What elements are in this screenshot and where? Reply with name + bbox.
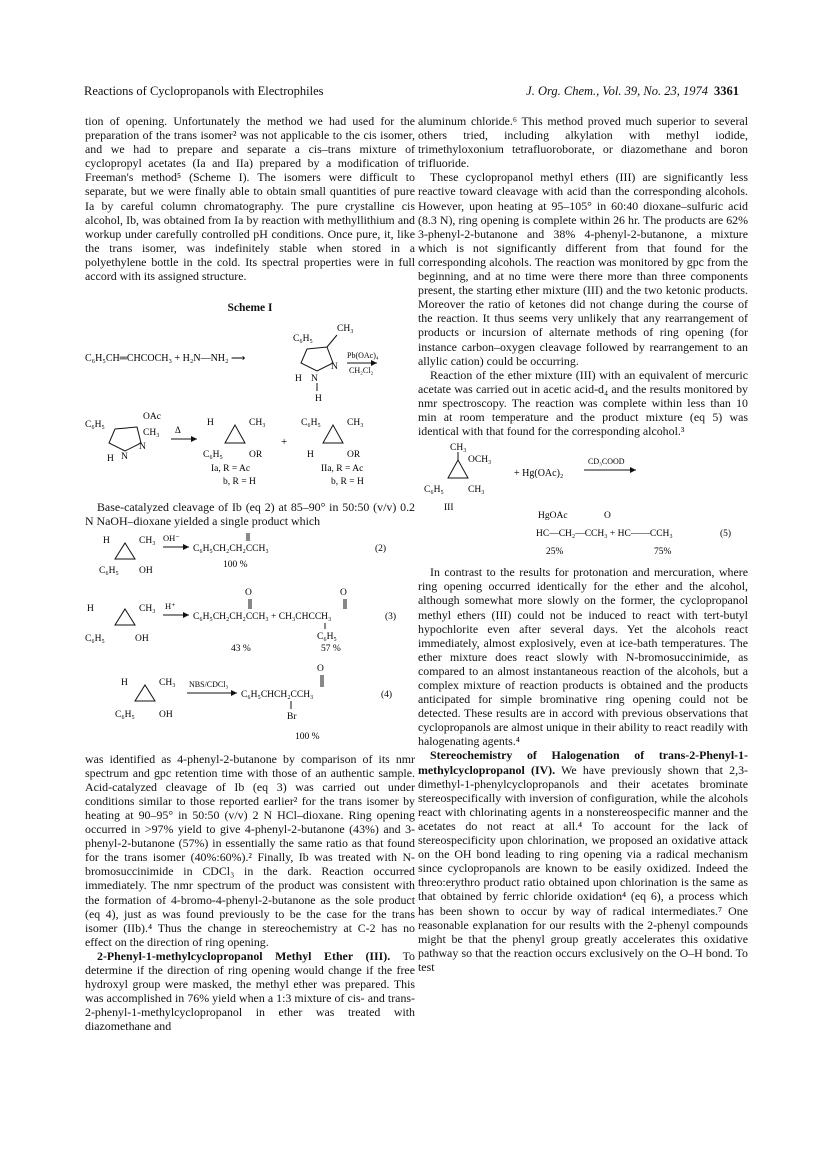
right-column [418, 114, 748, 974]
svg-text:C₆H₅: C₆H₅ [99, 565, 119, 576]
journal-citation [526, 84, 739, 99]
svg-text:CH₃: CH₃ [468, 485, 485, 496]
paragraph [85, 949, 415, 1034]
label-Ib: b, R = H [223, 477, 256, 488]
svg-text:OH: OH [159, 709, 173, 720]
eq5-number: (5) [720, 529, 732, 540]
svg-text:CH₃: CH₃ [139, 603, 156, 614]
eq5-add: + Hg(OAc)₂ [514, 468, 564, 480]
eq2-yield: 100 % [223, 559, 248, 570]
svg-text:C₆H₅: C₆H₅ [424, 485, 444, 496]
svg-text:OH: OH [135, 633, 149, 644]
svg-text:OAc: OAc [143, 412, 161, 423]
scheme-reagent-2: CH₂Cl₂ [349, 366, 374, 376]
paragraph: Reaction of the ether mixture (III) with an equivalent of mercuric acetate was carried out in acetic acid-d₄ and the results monitored by nmr spectroscopy. The reaction was complete within less than 10 min at room temperature and the product mixture (eq 5) was identical with that found for the corresponding alcohol.³ [418, 367, 748, 439]
svg-text:OR: OR [249, 450, 263, 461]
svg-text:O: O [245, 587, 252, 598]
svg-text:C₆H₅: C₆H₅ [293, 334, 313, 345]
eq4-product: C₆H₅CHCH₂CCH₃ [241, 689, 314, 700]
equation-4 [115, 664, 392, 742]
svg-text:H: H [315, 394, 322, 405]
eq3-product: C₆H₅CH₂CH₂CCH₃ + CH₃CHCCH₃ [193, 611, 332, 622]
svg-text:O: O [604, 511, 611, 522]
svg-text:CH₃: CH₃ [159, 677, 176, 688]
svg-text:CH₃: CH₃ [337, 324, 354, 335]
svg-text:OH: OH [139, 565, 153, 576]
label-IIb: b, R = H [331, 477, 364, 488]
paragraph: tion of opening. Unfortunately the method we had used for the preparation of the trans isomer² was not applicable to the cis isomer, and we had to prepare and separate a cis–trans mixture of cyclopropyl acetates (Ia and IIa) prepared by a modification of Freeman's method⁵ (Scheme I). The isomers were difficult to separate, but we were finally able to obtain small quantities of pure Ia by careful column chromatography. The pure crystalline cis alcohol, Ib, was obtained from Ia by reaction with methyllithium and workup under carefully controlled pH conditions. Once pure, it, like the trans isomer, was indefinitely stable when stored in a polyethylene bottle in the cold. Its spectral properties were in full accord with its assigned structure. [85, 114, 415, 284]
svg-text:O [243, 529, 250, 532]
svg-text:C₆H₅: C₆H₅ [85, 420, 105, 431]
scheme-row-2 [85, 412, 364, 487]
svg-text:N: N [331, 362, 338, 373]
paragraph: These cyclopropanol methyl ethers (III) are significantly less reactive toward cleavage with acid than the corresponding alcohols. However, upon heating at 95–105° in 60:40 dioxane–sulfuric acid (8.3 N), ring opening is complete within 26 hr. The products are 62% 3-phenyl-2-butanone and 38% 4-phenyl-2-butanone, a mixture which is not significantly different from that found for the corresponding alcohols. The reaction was monitored by gpc from the beginning, and at no time were there more than three components present, the starting ether mixture (III) and the two ketonic products. Moreover the ratio of ketones did not change during the course of the reaction. It thus seems very unlikely that any rearrangement of products or incursion of alternate methods of ring opening (for instance carbon–oxygen cleavage followed by rearrangement to an allylic cation) could be occurring. [418, 170, 748, 368]
svg-text:C₆H₅: C₆H₅ [115, 709, 135, 720]
svg-text:C₆H₅: C₆H₅ [301, 418, 321, 429]
svg-text:+: + [281, 436, 288, 449]
eq5-yield-1: 25% [546, 547, 564, 555]
paragraph [418, 748, 748, 974]
svg-text:OR: OR [347, 450, 361, 461]
paragraph: In contrast to the results for protonation and mercuration, where ring opening occurred identically for the ether and the alcohol, although somewhat more slowly on the former, the cyclopropanol methyl ethers (III) could not be induced to react with tert-butyl hypochlorite even after several days. Yet the alcohols react immediately, almost explosively, even at ice-bath temperatures. The ether mixture does react slowly with N-bromosuccinimide, as compared to an almost instantaneous reaction of the alcohols, but a complex mixture of reaction products is obtained and the products anticipated for simple brominative ring opening could not be detected. These results are in accord with previous observations that cyclopropanols are almost unique in their ability to react readily with halogenating agents.⁴ [418, 565, 748, 749]
label-IIa: IIa, R = Ac [321, 464, 364, 475]
paragraph: was identified as 4-phenyl-2-butanone by comparison of its nmr spectrum and gpc retention time with those of an authentic sample. Acid-catalyzed cleavage of Ib (eq 3) was carried out under conditions similar to those reported earlier² for the trans isomer by heating at 90–95° in 50:50 (v/v) 2 N HCl–dioxane. Ring opening occurred in >97% yield to give 4-phenyl-2-butanone (43%) and 3-phenyl-2-butanone (57%) in essentially the same ratio as that found for the trans isomer (40%:60%).² Finally, Ib was treated with N-bromosuccinimide in CDCl₃ in the dark. Reaction occurred immediately. The nmr spectrum of the product was consistent with the formation of 4-bromo-4-phenyl-2-butanone as the sole product (eq 4), just as was found previously to be the case for the trans isomer (IIb).⁴ Thus the change in stereochemistry at C-2 has no effect on the direction of ring opening. [85, 751, 415, 949]
equation-5-figure [418, 438, 748, 554]
eq5-label: III [444, 503, 454, 514]
eq5-reagent: CD₃COOD [588, 457, 625, 467]
paragraph-text: We have previously shown that 2,3-dimethyl-1-phenylcyclopropanols and their acetates brominate stereospecifically with inversion of configuration, while the alcohols react with chlorinating agents in a nonstereospecific manner and the acetates do not react at all.⁴ To account for the lack of stereospecificity upon chlorination, we proposed an oxidative attack on the OH bond leading to ring opening via a radical mechanism since cyclopropanols are known to be easily oxidized. Indeed the threo:erythro product ratio obtained upon chlorination is the same as that obtained by ferric chloride oxidation⁴ (eq 6), a process which has been shown to occur by way of radical intermediates.⁷ One reasonable explanation for our results with the 2-phenyl compounds might be that the phenyl group greatly accelerates this oxidative pathway so that the reaction occurs exclusively on the O–H bond. To test [418, 762, 748, 974]
svg-text:C₆H₅: C₆H₅ [317, 631, 337, 642]
svg-text:H: H [295, 374, 302, 385]
label-Ia: Ia, R = Ac [211, 464, 251, 475]
svg-text:CH₃: CH₃ [143, 428, 160, 439]
svg-text:N: N [139, 442, 146, 453]
eq5-yield-2: 75% [654, 547, 672, 555]
svg-text:CH₃: CH₃ [249, 418, 266, 429]
svg-text:C₆H₅: C₆H₅ [85, 633, 105, 644]
svg-text:H: H [107, 454, 114, 465]
equation-3 [85, 588, 396, 654]
svg-text:N: N [121, 452, 128, 463]
eq4-number: (4) [381, 689, 393, 700]
svg-text:Δ: Δ [175, 425, 181, 436]
section-title: Stereochemistry of Halogenation of trans-2-Phenyl-1-methylcyclopropanol (IV). [418, 748, 748, 777]
svg-text:OCH₃: OCH₃ [468, 455, 492, 466]
scheme-reactant: C₆H₅CH═CHCOCH₃ + H₂N—NH₂ ⟶ [85, 353, 246, 365]
eq3-reagent: H⁺ [165, 600, 176, 611]
svg-text:HgOAc: HgOAc [538, 511, 568, 522]
svg-text:N: N [311, 374, 318, 385]
journal-name: J. Org. Chem., Vol. 39, No. 23, 1974 [526, 84, 708, 98]
svg-text:Br: Br [287, 711, 297, 722]
scheme-title: Scheme I [227, 302, 273, 315]
eq4-yield: 100 % [295, 731, 320, 742]
svg-text:C₆H₅: C₆H₅ [203, 450, 223, 461]
running-title: Reactions of Cyclopropanols with Electrophiles [84, 84, 324, 98]
paragraph-text: To determine if the direction of ring opening would change if the free hydroxyl group were masked, the methyl ether was prepared. This was accomplished in 76% yield when a 1:3 mixture of cis- and trans-2-phenyl-1-methylcyclopropanol in ether was treated with diazomethane and [85, 948, 415, 1034]
left-column [85, 114, 415, 1033]
svg-text:CH₃: CH₃ [450, 443, 467, 454]
svg-text:H: H [307, 450, 314, 461]
svg-text:HC—CH₂—CCH₃ + HC——CCH₃: HC—CH₂—CCH₃ + HC——CCH₃ [536, 529, 673, 540]
section-title: 2-Phenyl-1-methylcyclopropanol Methyl Ether (III). [97, 948, 391, 963]
svg-text:H: H [207, 418, 214, 429]
svg-text:O: O [340, 587, 347, 598]
paragraph: Base-catalyzed cleavage of Ib (eq 2) at 85–90° in 50:50 (v/v) 0.2 N NaOH–dioxane yielded a single product which [85, 500, 415, 529]
svg-text:CH₃: CH₃ [139, 535, 156, 546]
svg-text:H: H [103, 535, 110, 546]
eq3-yield-1: 43 % [231, 643, 251, 654]
scheme-row-1 [85, 324, 379, 404]
eq2-number: (2) [375, 543, 387, 554]
scheme-1-figure [85, 321, 415, 489]
eq3-yield-2: 57 % [321, 643, 341, 654]
svg-text:H: H [87, 603, 94, 614]
svg-text:O: O [317, 663, 324, 674]
svg-text:H: H [121, 677, 128, 688]
eq2-product: C₆H₅CH₂CH₂CCH₃ [193, 543, 269, 554]
scheme-reagent-1: Pb(OAc)₄ [347, 351, 379, 361]
page-number: 3361 [714, 84, 739, 98]
equation-2 [99, 529, 386, 576]
equations-2-4-figure [85, 529, 415, 749]
eq3-number: (3) [385, 611, 397, 622]
svg-text:CH₃: CH₃ [347, 418, 364, 429]
paragraph: aluminum chloride.⁶ This method proved much superior to several others tried, including alkylation with methyl iodide, trimethyloxonium tetrafluoroborate, or diazomethane and boron trifluoride. [418, 114, 748, 171]
eq4-reagent: NBS/CDCl₃ [189, 679, 229, 689]
eq2-reagent: OH⁻ [163, 532, 180, 543]
